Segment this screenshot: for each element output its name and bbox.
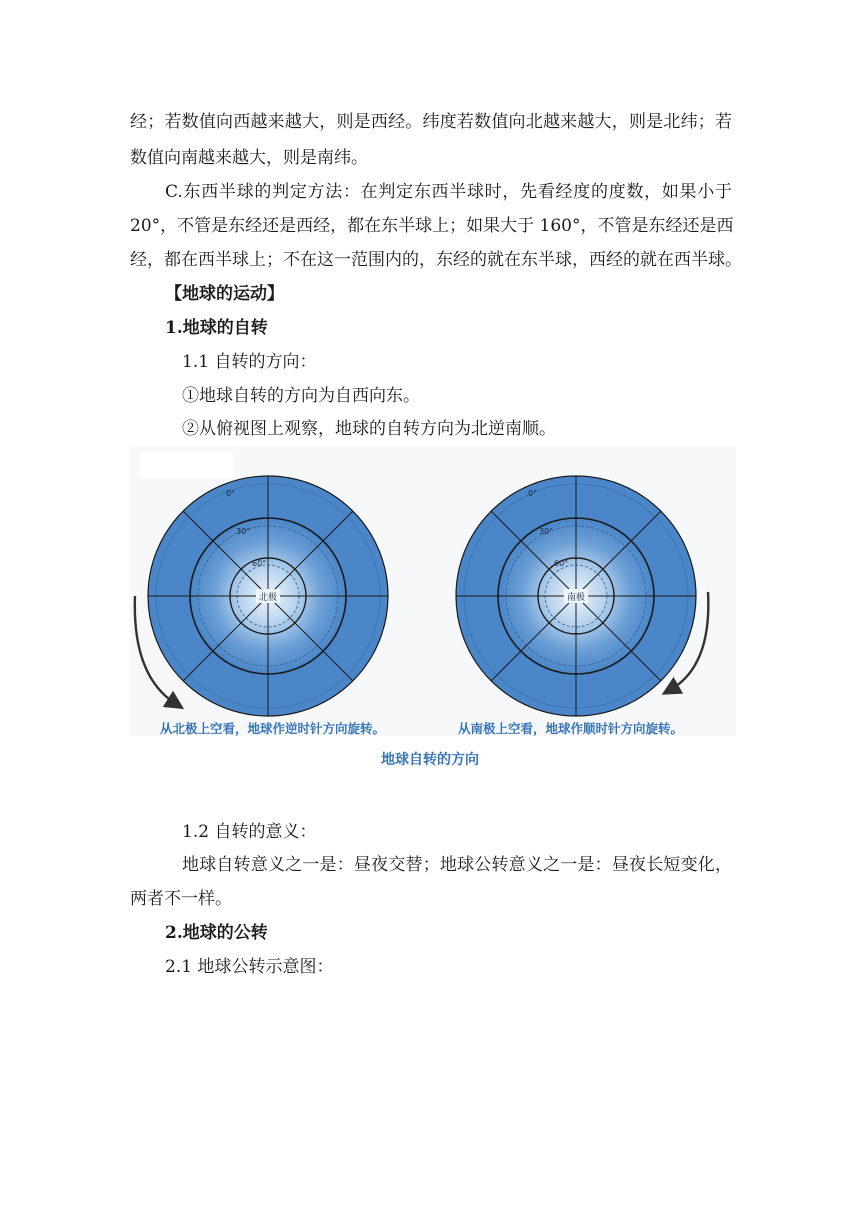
- subsection-title: 2.地球的公转: [165, 923, 268, 943]
- item-heading: 2.1 地球公转示意图：: [165, 957, 334, 977]
- lat-label-60: 60°: [252, 559, 267, 568]
- bullet-point: ②从俯视图上观察，地球的自转方向为北逆南顺。: [182, 419, 556, 439]
- paragraph-line: C.东西半球的判定方法：在判定东西半球时，先看经度的度数，如果小于: [165, 182, 732, 202]
- bullet-point: ①地球自转的方向为自西向东。: [182, 386, 420, 406]
- paragraph-line: 经，都在西半球上；不在这一范围内的，东经的就在东半球，西经的就在西半球。: [130, 250, 742, 270]
- figure-title: 地球自转的方向: [381, 752, 479, 768]
- north-pole-label: 北极: [258, 593, 278, 603]
- item-heading: 1.1 自转的方向：: [182, 352, 317, 372]
- paragraph-line: 数值向南越来越大，则是南纬。: [130, 148, 368, 168]
- left-caption: 从北极上空看，地球作逆时针方向旋转。: [160, 721, 386, 736]
- lat-label-30: 30°: [539, 527, 554, 536]
- paragraph-line: 两者不一样。: [130, 889, 232, 909]
- lat-label-0: 0°: [226, 489, 236, 498]
- lat-label-0: 0°: [528, 489, 538, 498]
- earth-rotation-figure: [130, 446, 736, 776]
- paragraph-line: 经；若数值向西越来越大，则是西经。纬度若数值向北越来越大，则是北纬；若: [130, 112, 732, 132]
- lat-label-30: 30°: [236, 527, 251, 536]
- north-pole-disc: [148, 476, 388, 716]
- paragraph-line: 20°，不管是东经还是西经，都在东半球上；如果大于 160°，不管是东经还是西: [130, 216, 734, 236]
- paragraph-line: 地球自转意义之一是：昼夜交替；地球公转意义之一是：昼夜长短变化，: [182, 855, 732, 875]
- section-heading: 【地球的运动】: [165, 284, 284, 304]
- south-pole-disc: [456, 476, 696, 716]
- lat-label-60: 60°: [554, 559, 569, 568]
- item-heading: 1.2 自转的意义：: [182, 822, 317, 842]
- south-pole-label: 南极: [566, 593, 586, 603]
- right-caption: 从南极上空看，地球作顺时针方向旋转。: [458, 721, 684, 736]
- subsection-title: 1.地球的自转: [165, 318, 268, 338]
